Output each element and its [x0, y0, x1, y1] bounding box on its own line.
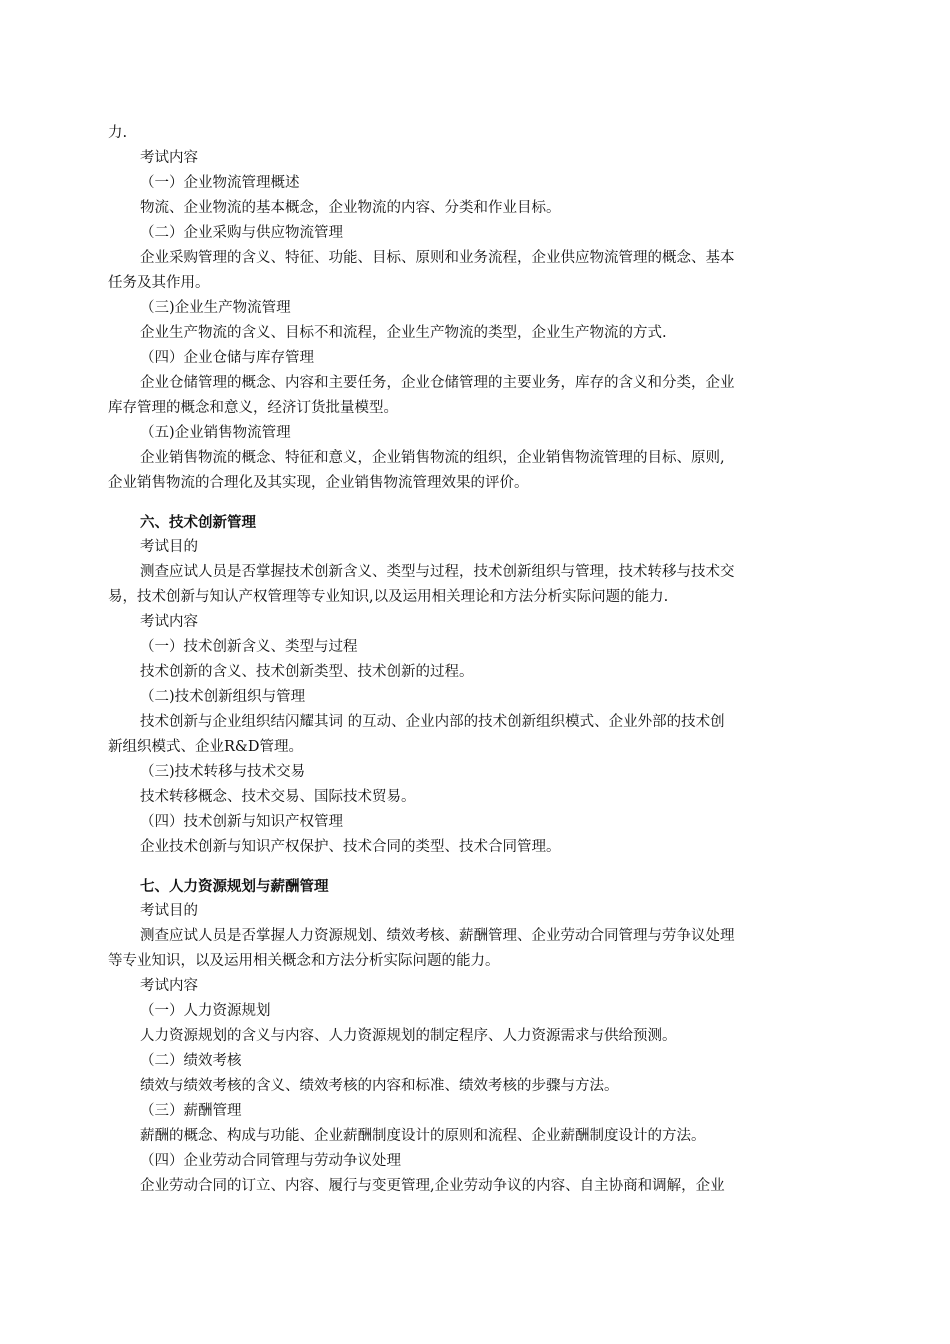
text-line: 人力资源规划的含义与内容、人力资源规划的制定程序、人力资源需求与供给预测。: [140, 1028, 677, 1044]
text-line: （三)企业生产物流管理: [140, 300, 291, 316]
text-line: 等专业知识，以及运用相关概念和方法分析实际问题的能力。: [108, 953, 500, 969]
text-line: 考试内容: [140, 150, 198, 166]
text-line: （三）薪酬管理: [140, 1103, 242, 1119]
text-line: 企业销售物流的合理化及其实现，企业销售物流管理效果的评价。: [108, 475, 529, 491]
text-line: （四）企业劳动合同管理与劳动争议处理: [140, 1153, 401, 1169]
text-line: 绩效与绩效考核的含义、绩效考核的内容和标准、绩效考核的步骤与方法。: [140, 1078, 619, 1094]
text-line: 薪酬的概念、构成与功能、企业薪酬制度设计的原则和流程、企业薪酬制度设计的方法。: [140, 1128, 706, 1144]
text-line: （一）人力资源规划: [140, 1003, 271, 1019]
text-line: 新组织模式、企业R&D管理。: [108, 739, 303, 755]
text-line: （三)技术转移与技术交易: [140, 764, 306, 780]
text-line: 考试内容: [140, 614, 198, 630]
text-line: （二）企业采购与供应物流管理: [140, 225, 343, 241]
text-line: 测查应试人员是否掌握技术创新含义、类型与过程，技术创新组织与管理，技术转移与技术交: [140, 564, 735, 580]
text-line: 考试目的: [140, 539, 198, 555]
text-line: 物流、企业物流的基本概念，企业物流的内容、分类和作业目标。: [140, 200, 561, 216]
text-line: 技术创新的含义、技术创新类型、技术创新的过程。: [140, 664, 474, 680]
text-line: 易，技术创新与知认产权管理等专业知识,以及运用相关理论和方法分析实际问题的能力.: [108, 589, 669, 605]
text-line: 考试目的: [140, 903, 198, 919]
text-line: （一）企业物流管理概述: [140, 175, 300, 191]
text-line: （四）企业仓储与库存管理: [140, 350, 314, 366]
text-line: （四）技术创新与知识产权管理: [140, 814, 343, 830]
section-heading: 七、人力资源规划与薪酬管理: [140, 878, 329, 895]
text-line: 考试内容: [140, 978, 198, 994]
section-heading: 六、技术创新管理: [140, 514, 256, 531]
section-gap: [108, 860, 828, 874]
text-line: （二）绩效考核: [140, 1053, 242, 1069]
text-line: 技术转移概念、技术交易、国际技术贸易。: [140, 789, 416, 805]
text-line: （五)企业销售物流管理: [140, 425, 291, 441]
text-line: 企业劳动合同的订立、内容、履行与变更管理,企业劳动争议的内容、自主协商和调解，企业: [140, 1178, 725, 1194]
text-line: 企业技术创新与知识产权保护、技术合同的类型、技术合同管理。: [140, 839, 561, 855]
text-line: 库存管理的概念和意义，经济订货批量模型。: [108, 400, 398, 416]
text-line: 企业仓储管理的概念、内容和主要任务，企业仓储管理的主要业务，库存的含义和分类，企业: [140, 375, 735, 391]
text-line: （二)技术创新组织与管理: [140, 689, 306, 705]
text-line: 测查应试人员是否掌握人力资源规划、绩效考核、薪酬管理、企业劳动合同管理与劳争议处理: [140, 928, 735, 944]
text-line: 力.: [108, 125, 128, 141]
text-line: 企业销售物流的概念、特征和意义，企业销售物流的组织，企业销售物流管理的目标、原则,: [140, 450, 725, 466]
text-line: 技术创新与企业组织结闪耀其词 的互动、企业内部的技术创新组织模式、企业外部的技术创: [140, 714, 725, 730]
text-line: 企业生产物流的含义、目标不和流程，企业生产物流的类型，企业生产物流的方式.: [140, 325, 667, 341]
text-line: 企业采购管理的含义、特征、功能、目标、原则和业务流程，企业供应物流管理的概念、基本: [140, 250, 735, 266]
text-line: （一）技术创新含义、类型与过程: [140, 639, 358, 655]
section-gap: [108, 496, 828, 510]
text-line: 任务及其作用。: [108, 275, 210, 291]
